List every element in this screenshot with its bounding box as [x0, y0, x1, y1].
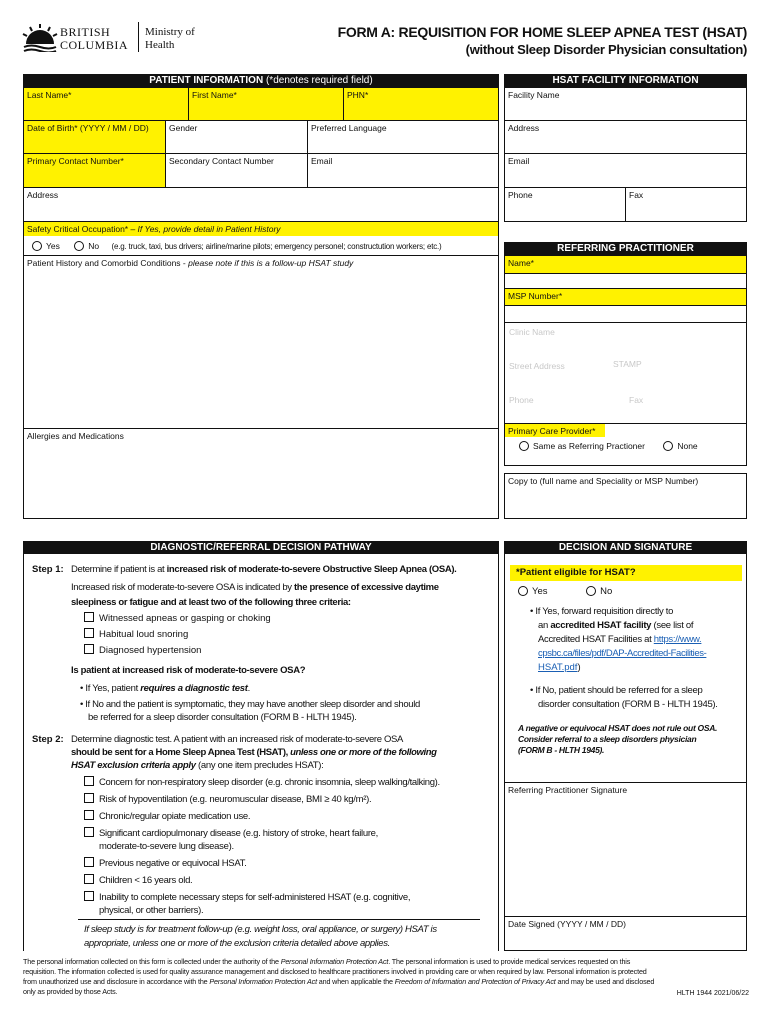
exclusion-item-cont: physical, or other barriers).: [99, 905, 204, 916]
safety-options: Yes No (e.g. truck, taxi, bus drivers; airline/marine pilots; emergency personel; constructution workers; etc.): [32, 241, 442, 252]
accredited-facilities-link-end: HSAT.pdf): [538, 662, 581, 673]
same-as-referring-radio[interactable]: [519, 441, 529, 451]
risk-question: Is patient at increased risk of moderate-to-severe OSA?: [71, 665, 306, 676]
eligible-label: *Patient eligible for HSAT?: [510, 565, 742, 581]
phn-field[interactable]: PHN*: [343, 87, 499, 121]
date-signed-field[interactable]: Date Signed (YYYY / MM / DD): [504, 916, 747, 951]
form-id: HLTH 1944 2021/06/22: [676, 990, 749, 997]
patient-history-field[interactable]: Patient History and Comorbid Conditions - please note if this is a follow-up HSAT study: [23, 255, 499, 429]
exclusion-checkbox[interactable]: [84, 874, 94, 884]
exclusion-checkbox[interactable]: [84, 857, 94, 867]
exclusion-checkbox[interactable]: [84, 793, 94, 803]
gender-field[interactable]: Gender: [165, 120, 308, 154]
exclusion-item: Inability to complete necessary steps for self-administered HSAT (e.g. cognitive,: [84, 891, 410, 904]
primary-care-none-radio[interactable]: [663, 441, 673, 451]
stamp-phone-label: Phone: [509, 395, 534, 405]
safety-occupation-box: [23, 221, 499, 256]
criteria-item: Habitual loud snoring: [84, 628, 188, 641]
step1-label: Step 1:: [32, 564, 64, 575]
step2-line2: should be sent for a Home Sleep Apnea Test (HSAT), unless one or more of the following: [71, 747, 437, 758]
criteria-item: Witnessed apneas or gasping or choking: [84, 612, 271, 625]
facility-email-field[interactable]: Email: [504, 153, 747, 188]
equivocal-note: A negative or equivocal HSAT does not rule out OSA.: [518, 723, 718, 733]
decision-no-cont: disorder consultation (FORM B - HLTH 1945).: [538, 699, 718, 710]
safety-occupation-label: Safety Critical Occupation* – If Yes, provide detail in Patient History: [24, 222, 498, 236]
form-title: FORM A: REQUISITION FOR HOME SLEEP APNEA TEST (HSAT): [337, 24, 747, 40]
primary-care-label: Primary Care Provider*: [505, 424, 605, 437]
exclusion-item: Previous negative or equivocal HSAT.: [84, 857, 246, 870]
sun-wave-icon: [22, 22, 58, 52]
logo-line1: BRITISH: [60, 25, 111, 39]
eligible-options: Yes No: [518, 585, 612, 598]
allergies-medications-field[interactable]: Allergies and Medications: [23, 428, 499, 519]
step1-text: Determine if patient is at increased risk of moderate-to-severe Obstructive Sleep Apnea (OSA).: [71, 564, 457, 575]
secondary-contact-field[interactable]: Secondary Contact Number: [165, 153, 308, 188]
step2-line3: HSAT exclusion criteria apply (any one item precludes HSAT):: [71, 760, 324, 771]
primary-care-options: Same as Referring Practioner None: [519, 441, 698, 451]
referring-name-field[interactable]: Name*: [504, 255, 747, 274]
form-subtitle: (without Sleep Disorder Physician consultation): [465, 42, 747, 57]
safety-no-radio[interactable]: [74, 241, 84, 251]
exclusion-item-cont: moderate-to-severe lung disease).: [99, 841, 234, 852]
criteria-checkbox[interactable]: [84, 644, 94, 654]
exclusion-item: Significant cardiopulmonary disease (e.g. history of stroke, heart failure,: [84, 827, 378, 840]
facility-phone-field[interactable]: Phone: [504, 187, 626, 222]
privacy-notice: The personal information collected on this form is collected under the authority of the Personal Information Protection Act. The personal information is used to provide medical services requested on this requisition. The information collected is used for quality assurance management and disclosed to healthcare practitioners involved in providing care or when required by law. Personal information is protected from unauthorized use and disclosure in accordance with the Personal Information Protection Act and when applicable the Freedom of Information and Protection of Privacy Act and may be used and disclosed only as provided by those Acts.: [23, 957, 655, 996]
criteria-checkbox[interactable]: [84, 612, 94, 622]
msp-number-field[interactable]: MSP Number*: [504, 288, 747, 306]
eligible-no-radio[interactable]: [586, 586, 596, 596]
safety-yes-radio[interactable]: [32, 241, 42, 251]
signature-field[interactable]: Referring Practitioner Signature: [504, 782, 747, 917]
pathway-header: DIAGNOSTIC/REFERRAL DECISION PATHWAY: [23, 541, 499, 554]
exclusion-checkbox[interactable]: [84, 827, 94, 837]
referring-header: REFERRING PRACTITIONER: [504, 242, 747, 255]
referring-name-entry[interactable]: [504, 273, 747, 289]
bc-logo: [22, 22, 142, 54]
ministry-line2: Health: [145, 39, 175, 51]
footnote-divider: [78, 919, 480, 920]
exclusion-item: Chronic/regular opiate medication use.: [84, 810, 250, 823]
step1-para-cont: sleepiness or fatigue and at least two of the following three criteria:: [71, 597, 351, 608]
msp-number-entry[interactable]: [504, 305, 747, 323]
decision-header: DECISION AND SIGNATURE: [504, 541, 747, 554]
pathway-footnote: If sleep study is for treatment follow-up (e.g. weight loss, oral appliance, or surgery) HSAT is: [84, 924, 437, 935]
equivocal-note-2: Consider referral to a sleep disorders physician: [518, 734, 697, 744]
step2-label: Step 2:: [32, 734, 64, 745]
if-no-bullet: • If No and the patient is symptomatic, they may have another sleep disorder and should: [80, 699, 420, 710]
decision-no-bullet: • If No, patient should be referred for a sleep: [530, 685, 703, 696]
facility-name-field[interactable]: Facility Name: [504, 87, 747, 121]
if-yes-bullet: • If Yes, patient requires a diagnostic test.: [80, 683, 250, 694]
exclusion-item: Children < 16 years old.: [84, 874, 192, 887]
patient-address-field[interactable]: Address: [23, 187, 499, 222]
first-name-field[interactable]: First Name*: [188, 87, 344, 121]
exclusion-item: Risk of hypoventilation (e.g. neuromuscular disease, BMI ≥ 40 kg/m²).: [84, 793, 371, 806]
accredited-facilities-link-cont[interactable]: cpsbc.ca/files/pdf/DAP-Accredited-Facilities-: [538, 648, 707, 659]
stamp-fax-label: Fax: [629, 395, 644, 405]
equivocal-note-3: (FORM B - HLTH 1945).: [518, 745, 605, 755]
copy-to-field[interactable]: Copy to (full name and Speciality or MSP Number): [504, 473, 747, 519]
step1-para: Increased risk of moderate-to-severe OSA is indicated by the presence of excessive daytime: [71, 582, 439, 593]
ministry-line1: Ministry of: [145, 26, 195, 38]
facility-header: HSAT FACILITY INFORMATION: [504, 74, 747, 87]
exclusion-item: Concern for non-respiratory sleep disorder (e.g. chronic insomnia, sleep walking/talking).: [84, 776, 440, 789]
patient-email-field[interactable]: Email: [307, 153, 499, 188]
pathway-footnote-cont: appropriate, unless one or more of the exclusion criteria detailed above applies.: [84, 938, 390, 949]
stamp-area[interactable]: [504, 322, 747, 424]
decision-yes-line2: an accredited HSAT facility (see list of: [538, 620, 694, 631]
exclusion-checkbox[interactable]: [84, 891, 94, 901]
facility-address-field[interactable]: Address: [504, 120, 747, 154]
criteria-item: Diagnosed hypertension: [84, 644, 201, 657]
facility-fax-field[interactable]: Fax: [625, 187, 747, 222]
exclusion-checkbox[interactable]: [84, 776, 94, 786]
preferred-language-field[interactable]: Preferred Language: [307, 120, 499, 154]
exclusion-checkbox[interactable]: [84, 810, 94, 820]
stamp-label: STAMP: [613, 359, 642, 369]
logo-divider: [138, 22, 139, 52]
decision-yes-bullet: • If Yes, forward requisition directly to: [530, 606, 674, 617]
if-no-bullet-cont: be referred for a sleep disorder consultation (FORM B - HLTH 1945).: [88, 712, 357, 723]
criteria-checkbox[interactable]: [84, 628, 94, 638]
decision-yes-line3: Accredited HSAT Facilities at https://www.: [538, 634, 702, 645]
last-name-field[interactable]: Last Name*: [23, 87, 189, 121]
step2-line1: Determine diagnostic test. A patient with an increased risk of moderate-to-severe OSA: [71, 734, 403, 745]
eligible-yes-radio[interactable]: [518, 586, 528, 596]
logo-line2: COLUMBIA: [60, 38, 129, 52]
primary-care-box: [504, 423, 747, 466]
street-address-label: Street Address: [509, 361, 565, 371]
clinic-name-label: Clinic Name: [509, 327, 555, 337]
dob-field[interactable]: Date of Birth* (YYYY / MM / DD): [23, 120, 166, 154]
accredited-facilities-link[interactable]: https://www.: [653, 634, 702, 645]
patient-info-header: PATIENT INFORMATION (*denotes required field): [23, 74, 499, 87]
primary-contact-field[interactable]: Primary Contact Number*: [23, 153, 166, 188]
